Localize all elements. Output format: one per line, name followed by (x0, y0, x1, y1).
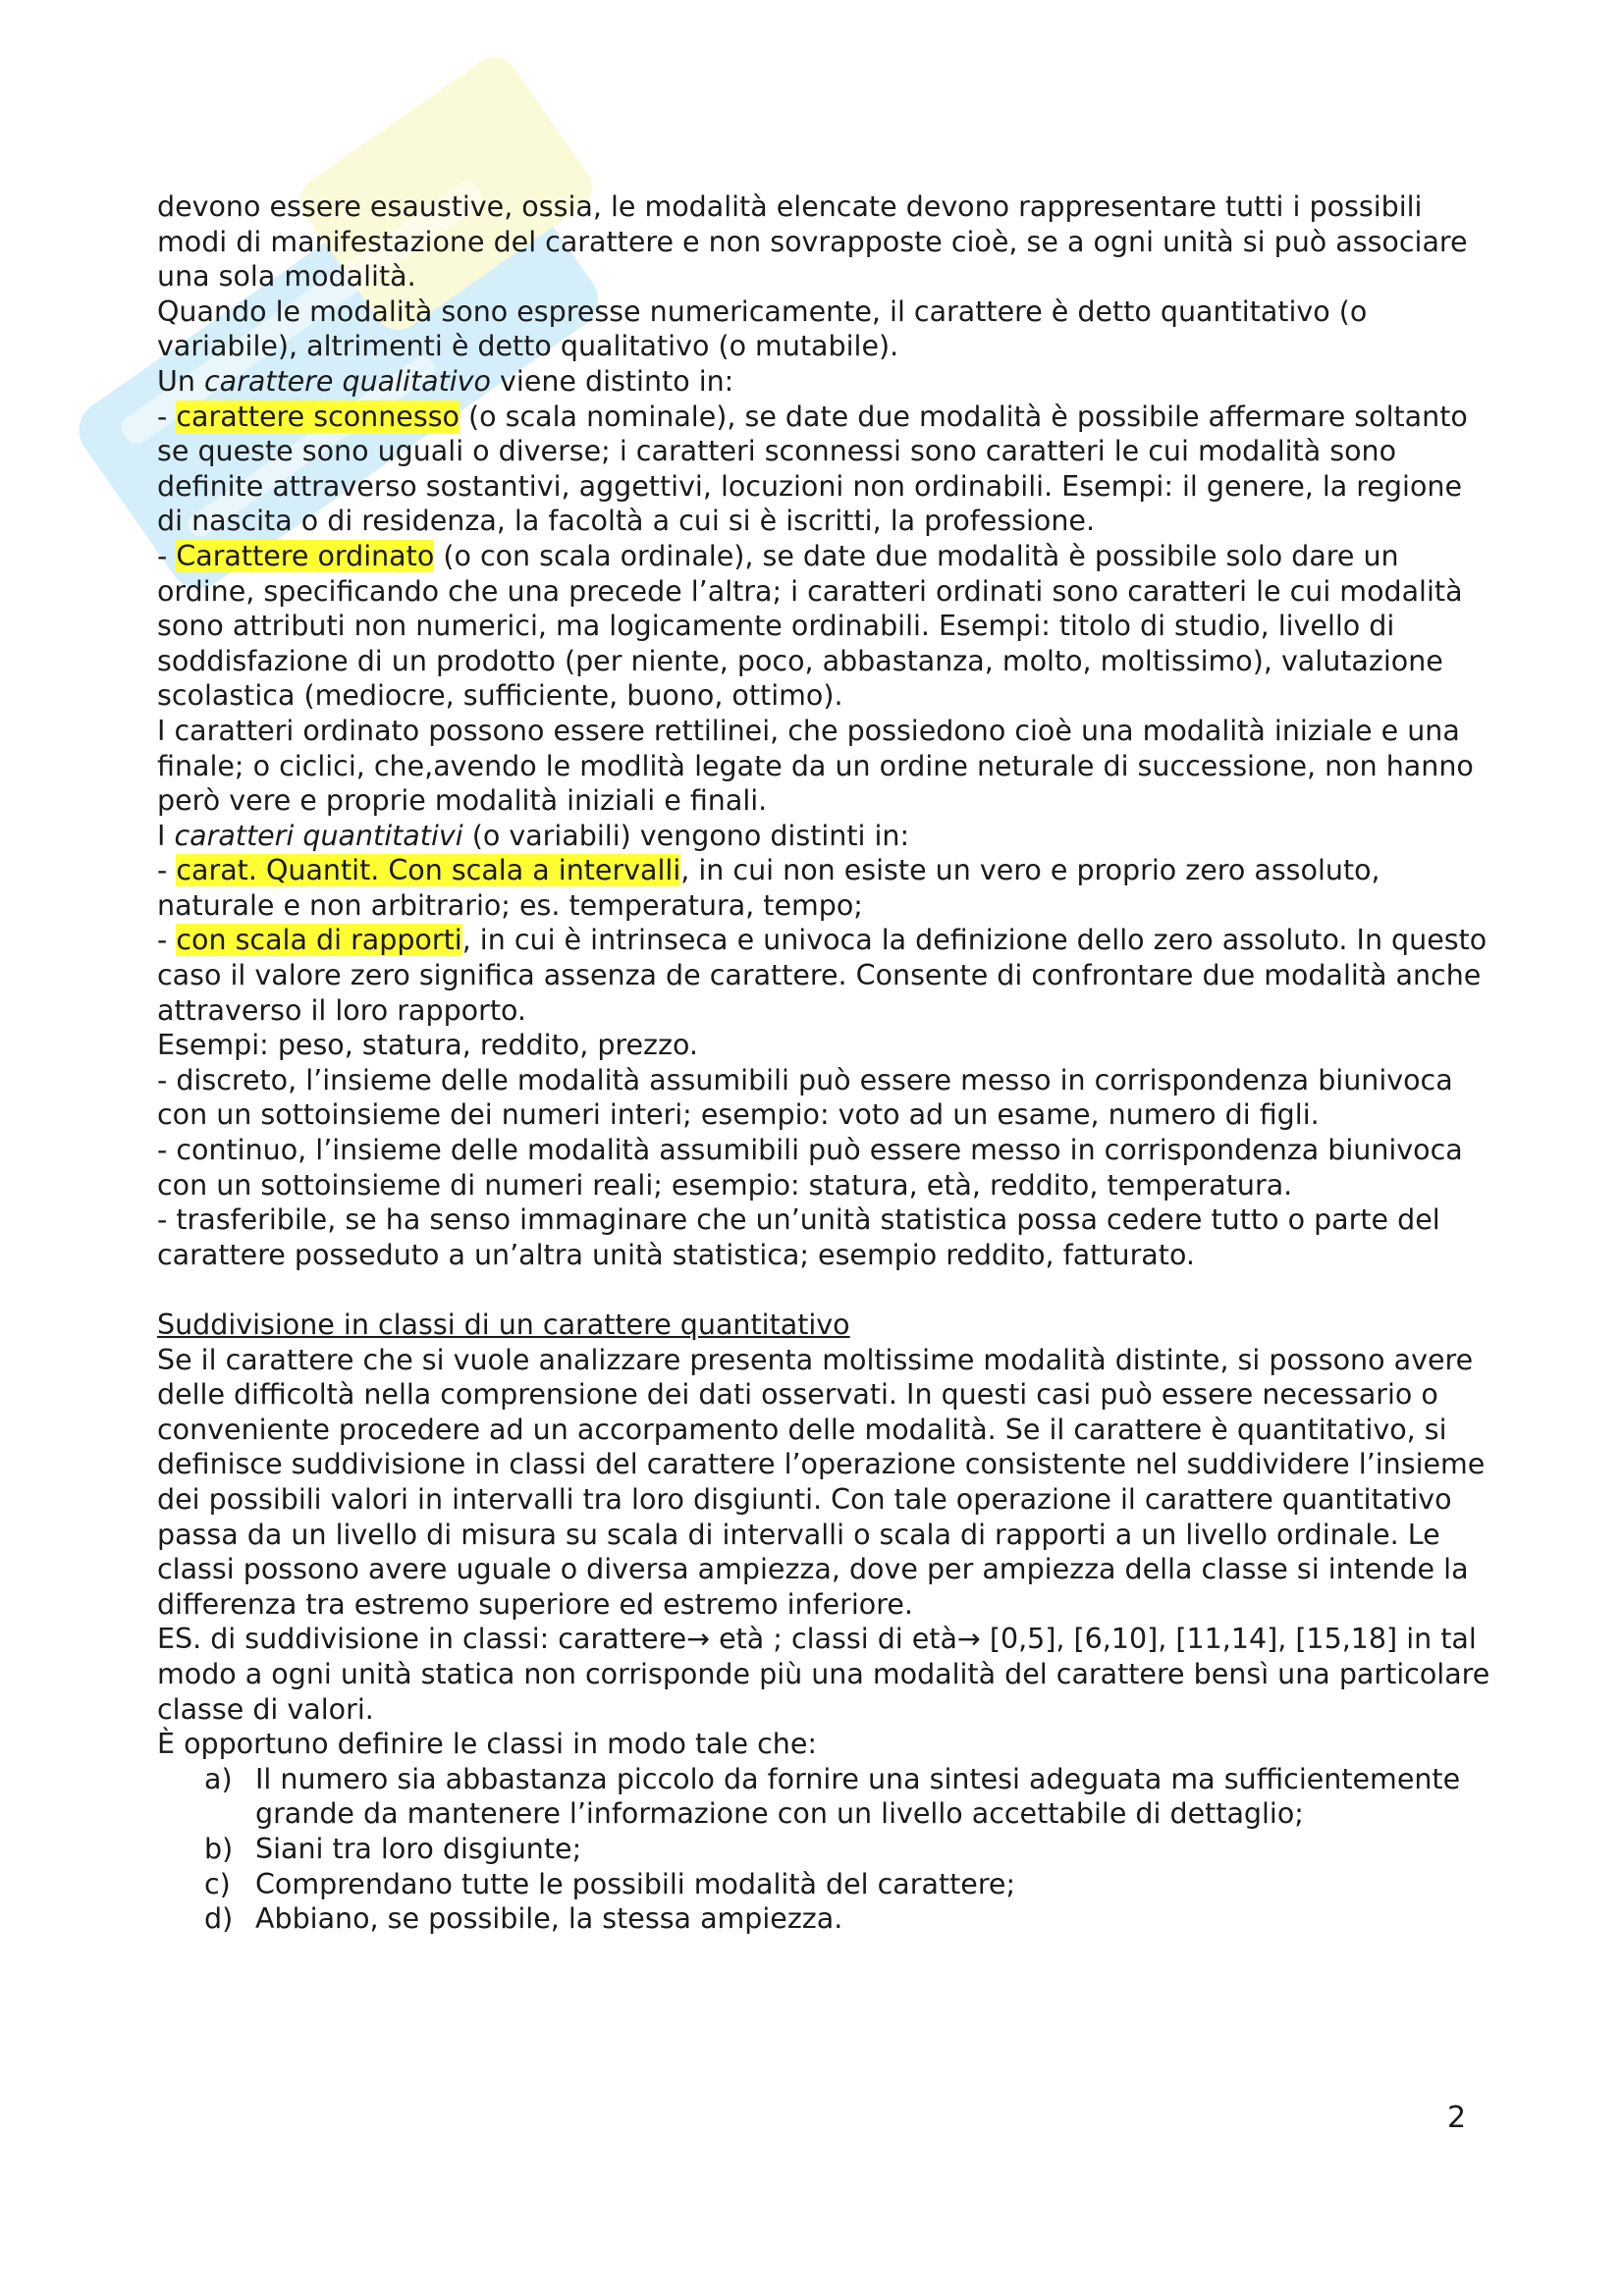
list-marker: d) (204, 1902, 234, 1936)
paragraph: Quando le modalità sono espresse numericamente, il carattere è detto quantitativo (o variabile), altrimenti è detto qualitativo (o mutabile). (157, 294, 1368, 363)
paragraph: I caratteri quantitativi (o variabili) vengono distinti in: (157, 819, 910, 852)
paragraph: È opportuno definire le classi in modo tale che: (157, 1728, 817, 1761)
paragraph: Esempi: peso, statura, reddito, prezzo. (157, 1029, 698, 1062)
paragraph: - carat. Quantit. Con scala a intervalli, in cui non esiste un vero e proprio zero assoluto, naturale e non arbitrario; es. temperatura, tempo; (157, 854, 1380, 922)
paragraph: I caratteri ordinato possono essere rettilinei, che possiedono cioè una modalità iniziale e una finale; o ciclici, che,avendo le modlità legate da un ordine neturale di successione, non hanno però vere e proprie modalità iniziali e finali. (157, 714, 1474, 818)
highlighted-term: carattere sconnesso (176, 400, 460, 433)
paragraph: - Carattere ordinato (o con scala ordinale), se date due modalità è possibile solo dare un ordine, specificando che una precede l’altra; i caratteri ordinati sono caratteri le cui modalità sono attributi non numerici, ma logicamente ordinabili. Esempi: titolo di studio, livello di soddisfazione di un prodotto (per niente, poco, abbastanza, molto, moltissimo), valutazione scolastica (mediocre, sufficiente, buono, ottimo). (157, 539, 1463, 713)
highlighted-term: con scala di rapporti (176, 924, 462, 957)
paragraph: devono essere esaustive, ossia, le modalità elencate devono rappresentare tutti i possibili modi di manifestazione del carattere e non sovrapposte cioè, se a ogni unità si può associare una sola modalità. (157, 190, 1468, 294)
list-item: a) Il numero sia abbastanza piccolo da fornire una sintesi adeguata ma sufficientemente grande da mantenere l’informazione con un livello accettabile di dettaglio; (204, 1762, 1461, 1831)
paragraph: - continuo, l’insieme delle modalità assumibili può essere messo in corrispondenza biunivoca con un sottoinsieme di numeri reali; esempio: statura, età, reddito, temperatura. (157, 1134, 1463, 1201)
highlighted-term: Carattere ordinato (176, 539, 435, 572)
italic-term: caratteri quantitativi (174, 819, 463, 852)
list-marker: a) (204, 1762, 233, 1795)
page-number: 2 (1447, 2101, 1467, 2135)
list-marker: c) (204, 1867, 231, 1900)
document-body (157, 189, 1492, 1937)
paragraph: - discreto, l’insieme delle modalità assumibili può essere messo in corrispondenza biunivoca con un sottoinsieme dei numeri interi; esempio: voto ad un esame, numero di figli. (157, 1063, 1453, 1132)
list-item: c) Comprendano tutte le possibili modalità del carattere; (204, 1867, 1016, 1900)
list-item: d) Abbiano, se possibile, la stessa ampiezza. (204, 1902, 843, 1936)
section-heading: Suddivisione in classi di un carattere quantitativo (157, 1308, 850, 1341)
italic-term: carattere qualitativo (203, 364, 491, 398)
paragraph-gap (157, 1272, 1492, 1308)
paragraph: - trasferibile, se ha senso immaginare che un’unità statistica possa cedere tutto o parte del carattere posseduto a un’altra unità statistica; esempio reddito, fatturato. (157, 1203, 1440, 1271)
list-item: b) Siani tra loro disgiunte; (204, 1832, 582, 1865)
paragraph: Se il carattere che si vuole analizzare presenta moltissime modalità distinte, si possono avere delle difficoltà nella comprensione dei dati osservati. In questi casi può essere necessario o conveniente procedere ad un accorpamento delle modalità. Se il carattere è quantitativo, si definisce suddivisione in classi del carattere l’operazione consistente nel suddividere l’insieme dei possibili valori in intervalli tra loro disgiunti. Con tale operazione il carattere quantitativo passa da un livello di misura su scala di intervalli o scala di rapporti a un livello ordinale. Le classi possono avere uguale o diversa ampiezza, dove per ampiezza della classe si intende la differenza tra estremo superiore ed estremo inferiore. (157, 1343, 1486, 1621)
paragraph: - carattere sconnesso (o scala nominale), se date due modalità è possibile affermare soltanto se queste sono uguali o diverse; i caratteri sconnessi sono caratteri le cui modalità sono definite attraverso sostantivi, aggettivi, locuzioni non ordinabili. Esempi: il genere, la regione di nascita o di residenza, la facoltà a cui si è iscritti, la professione. (157, 400, 1468, 538)
paragraph: Un carattere qualitativo viene distinto in: (157, 364, 734, 398)
criteria-list (157, 1762, 1492, 1937)
list-marker: b) (204, 1832, 234, 1865)
paragraph: - con scala di rapporti, in cui è intrinseca e univoca la definizione dello zero assoluto. In questo caso il valore zero significa assenza de carattere. Consente di confrontare due modalità anche attraverso il loro rapporto. (157, 924, 1488, 1027)
paragraph: ES. di suddivisione in classi: carattere→ età ; classi di età→ [0,5], [6,10], [11,14], [15,18] in tal modo a ogni unità statica non corrisponde più una modalità del carattere bensì una particolare classe di valori. (157, 1623, 1490, 1726)
highlighted-term: carat. Quantit. Con scala a intervalli (176, 854, 681, 887)
